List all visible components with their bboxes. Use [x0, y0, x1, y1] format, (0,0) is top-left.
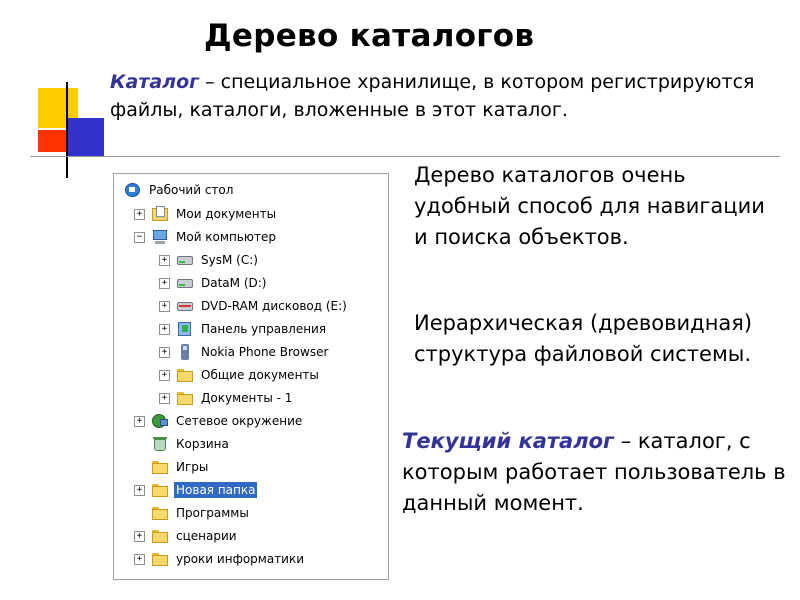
control-panel-icon — [176, 321, 194, 337]
tree-item-label: SysM (C:) — [201, 253, 258, 267]
current-directory-definition — [402, 426, 792, 519]
expand-icon[interactable]: + — [134, 209, 145, 220]
decor-blue-square — [66, 118, 104, 156]
tree-item-my-documents[interactable] — [134, 204, 278, 224]
tree-item-label: Общие документы — [201, 368, 319, 382]
expand-icon[interactable]: + — [159, 347, 170, 358]
expand-icon[interactable]: + — [159, 324, 170, 335]
tree-item-new-folder[interactable] — [134, 480, 257, 500]
tree-item-network[interactable] — [134, 411, 304, 431]
my-documents-icon — [151, 206, 169, 222]
tree-item-label: уроки информатики — [176, 552, 305, 566]
expand-icon[interactable]: + — [134, 485, 145, 496]
expand-icon[interactable]: + — [134, 531, 145, 542]
folder-icon — [151, 528, 169, 544]
decor-vertical-line — [66, 82, 68, 178]
tree-item-programs[interactable] — [134, 503, 251, 523]
tree-item-label-selected: Новая папка — [176, 483, 256, 497]
expand-icon[interactable]: + — [159, 255, 170, 266]
tree-item-label: DVD-RAM дисковод (E:) — [201, 299, 347, 313]
tree-item-label: Корзина — [176, 437, 229, 451]
decor-horizontal-line — [30, 156, 780, 157]
current-directory-text: – каталог, с которым работает пользователь в данный момент. — [402, 429, 786, 515]
tree-item-recycle-bin[interactable] — [134, 434, 231, 454]
tree-item-label: Мой компьютер — [176, 230, 276, 244]
page-title: Дерево каталогов — [204, 18, 535, 54]
folder-icon — [151, 505, 169, 521]
directory-tree — [113, 173, 389, 580]
folder-icon — [151, 459, 169, 475]
network-icon — [151, 413, 169, 429]
tree-description: Дерево каталогов очень удобный способ для навигации и поиска объектов. — [414, 163, 765, 249]
tree-item-scenarios[interactable] — [134, 526, 239, 546]
tree-item-label: сценарии — [176, 529, 237, 543]
current-directory-term: Текущий каталог — [402, 429, 615, 453]
tree-item-label: DataM (D:) — [201, 276, 267, 290]
drive-icon — [176, 252, 194, 268]
catalog-definition — [110, 68, 790, 124]
tree-item-label: Игры — [176, 460, 209, 474]
tree-item-label: Рабочий стол — [149, 183, 234, 197]
tree-item-games[interactable] — [134, 457, 210, 477]
tree-item-label: Nokia Phone Browser — [201, 345, 329, 359]
catalog-term: Каталог — [110, 71, 200, 93]
catalog-definition-text: – специальное хранилище, в котором регистрируются файлы, каталоги, вложенные в этот каталог. — [110, 71, 755, 121]
tree-item-control-panel[interactable] — [159, 319, 328, 339]
tree-item-label: Панель управления — [201, 322, 327, 336]
expand-icon[interactable]: + — [159, 393, 170, 404]
expand-icon[interactable]: + — [134, 554, 145, 565]
tree-item-drive-c[interactable] — [159, 250, 260, 270]
drive-icon — [176, 275, 194, 291]
tree-item-desktop[interactable] — [124, 180, 235, 200]
tree-item-informatics-lessons[interactable] — [134, 549, 306, 569]
folder-icon — [176, 367, 194, 383]
tree-item-drive-d[interactable] — [159, 273, 268, 293]
tree-item-label: Программы — [176, 506, 249, 520]
folder-icon — [151, 551, 169, 567]
folder-icon — [151, 482, 169, 498]
dvd-drive-icon — [176, 298, 194, 314]
desktop-icon — [124, 182, 142, 198]
hierarchy-description: Иерархическая (древовидная) структура файловой системы. — [414, 311, 753, 366]
tree-item-label: Документы - 1 — [201, 391, 293, 405]
tree-item-nokia-phone-browser[interactable] — [159, 342, 330, 362]
tree-item-label: Сетевое окружение — [176, 414, 303, 428]
tree-item-label: Мои документы — [176, 207, 277, 221]
tree-item-documents-1[interactable] — [159, 388, 294, 408]
my-computer-icon — [151, 229, 169, 245]
phone-icon — [176, 344, 194, 360]
collapse-icon[interactable]: − — [134, 232, 145, 243]
expand-icon[interactable]: + — [159, 301, 170, 312]
expand-icon[interactable]: + — [134, 416, 145, 427]
tree-item-my-computer[interactable] — [134, 227, 278, 247]
tree-item-shared-documents[interactable] — [159, 365, 321, 385]
tree-item-dvd-drive[interactable] — [159, 296, 349, 316]
expand-icon[interactable]: + — [159, 278, 170, 289]
expand-icon[interactable]: + — [159, 370, 170, 381]
recycle-bin-icon — [151, 436, 169, 452]
folder-icon — [176, 390, 194, 406]
